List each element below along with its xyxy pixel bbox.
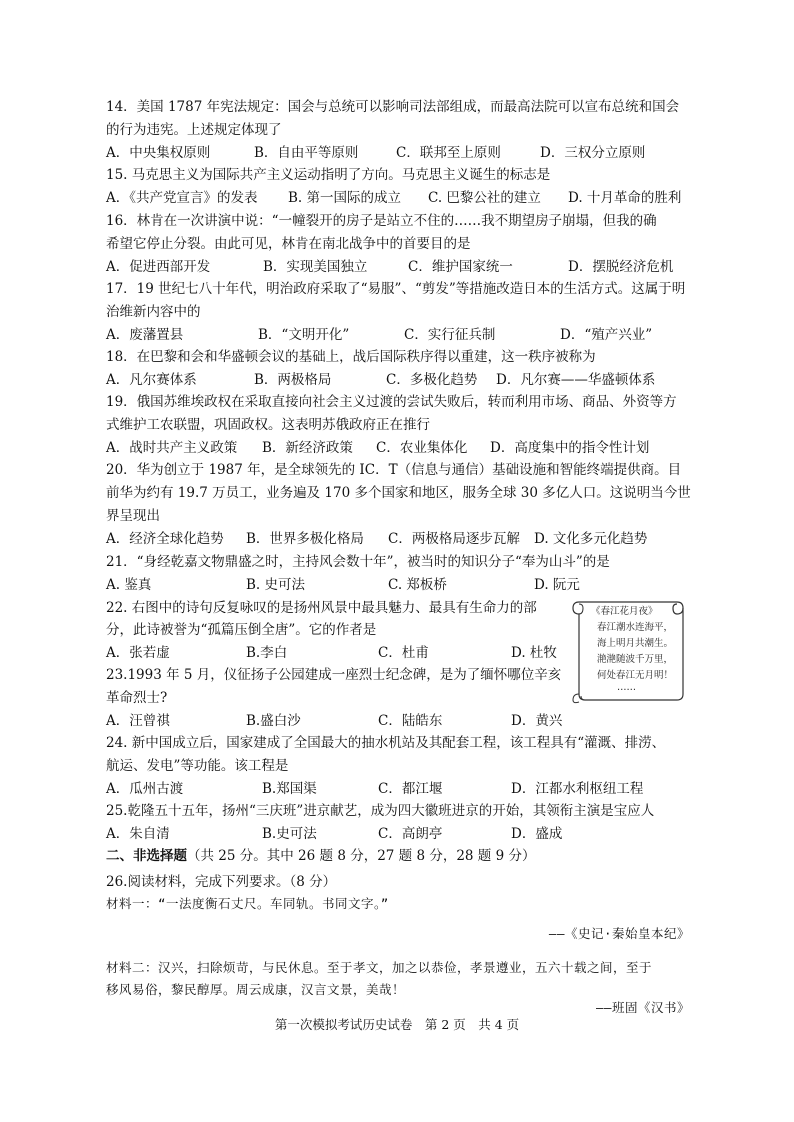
question-24-line-2: 航运、发电”等功能。该工程是: [106, 758, 289, 774]
question-23-option-d: D．黄兴: [511, 713, 563, 729]
poem-line-1: 春江潮水连海平，: [597, 622, 674, 633]
question-22-option-c: C．杜甫: [378, 645, 429, 661]
material-1-source: ——《史记·秦始皇本纪》: [548, 926, 690, 941]
question-23-line-2: 革命烈士?: [106, 690, 168, 706]
poem-title: 《春江花月夜》: [591, 606, 658, 617]
question-16-line-1: 16．林肯在一次讲演中说：“一幢裂开的房子是站立不住的……我不期望房子崩塌，但我的确: [106, 213, 657, 229]
question-17-line-1: 17．19 世纪七八十年代，明治政府采取了“易服”、“剪发”等措施改造日本的生活方式。这属于明: [106, 281, 686, 297]
question-14-line-1: 14．美国 1787 年宪法规定：国会与总统可以影响司法部组成，而最高法院可以宣布总统和国会: [106, 99, 680, 115]
question-19-option-b: B．新经济政策: [262, 440, 353, 456]
question-15-option-a: A．《共产党宣言》的发表: [106, 190, 258, 206]
question-21-option-a: A. 鉴真: [106, 577, 152, 593]
question-23-line-1: 23.1993 年 5 月，仪征扬子公园建成一座烈士纪念碑，是为了缅怀哪位辛亥: [106, 667, 562, 683]
question-15-option-b: B. 第一国际的成立: [288, 190, 402, 206]
material-2-line-1: 材料二：汉兴，扫除烦苛，与民休息。至于孝文，加之以恭俭，孝景遵业，五六十载之间，至于: [106, 960, 653, 975]
question-18-option-c: C．多极化趋势: [386, 372, 478, 388]
question-14-option-d: D．三权分立原则: [540, 145, 646, 161]
question-21-option-d: D. 阮元: [534, 577, 580, 593]
question-21-option-c: C. 郑板桥: [388, 577, 447, 593]
material-2-source: ——班固《汉书》: [595, 1000, 690, 1015]
question-14-option-b: B．自由平等原则: [254, 145, 359, 161]
page-footer: 第一次模拟考试历史试卷 第 2 页 共 4 页: [274, 1017, 520, 1032]
question-22-option-d: D. 杜牧: [511, 645, 557, 661]
question-14-option-c: C．联邦至上原则: [396, 145, 501, 161]
question-24-line-1: 24. 新中国成立后，国家建成了全国最大的抽水机站及其配套工程，该工程具有“灌溉、排涝、: [106, 735, 666, 751]
section-note: （共 25 分。其中 26 题 8 分，27 题 8 分，28 题 9 分）: [187, 848, 536, 864]
question-21-option-b: B. 史可法: [246, 577, 306, 593]
question-19-option-a: A．战时共产主义政策: [106, 440, 238, 456]
question-20-line-1: 20．华为创立于 1987 年，是全球领先的 IC．T（信息与通信）基础设施和智能终端提供商。目: [106, 462, 682, 478]
question-24-option-b: B.郑国渠: [262, 781, 317, 797]
question-24-option-d: D．江都水利枢纽工程: [511, 781, 644, 797]
question-22-line-2: 分，此诗被誉为“孤篇压倒全唐”。它的作者是: [106, 622, 377, 638]
poem-scroll-illustration: [569, 596, 687, 704]
question-18-option-d: D．凡尔赛——华盛顿体系: [496, 372, 656, 388]
question-16-option-a: A．促进西部开发: [106, 259, 211, 275]
question-24-option-a: A．瓜州古渡: [106, 781, 184, 797]
question-20-line-3: 界呈现出: [106, 508, 160, 524]
question-15-option-d: D. 十月革命的胜利: [568, 190, 682, 206]
poem-ellipsis: ……: [617, 682, 636, 693]
question-17-option-b: B．“文明开化”: [258, 327, 350, 343]
question-14-line-2: 的行为违宪。上述规定体现了: [106, 122, 282, 138]
section-heading: [106, 846, 535, 866]
question-25-option-c: C．高朗亭: [378, 826, 443, 842]
question-18-option-b: B．两极格局: [254, 372, 332, 388]
question-15-option-c: C. 巴黎公社的建立: [428, 190, 541, 206]
question-19-option-d: D．高度集中的指令性计划: [490, 440, 650, 456]
question-15-line-1: 15. 马克思主义为国际共产主义运动指明了方向。马克思主义诞生的标志是: [106, 167, 551, 183]
question-17-line-2: 治维新内容中的: [106, 304, 201, 320]
question-20-option-c: C．两极格局逐步瓦解: [388, 531, 520, 547]
question-20-line-2: 前华为约有 19.7 万员工，业务遍及 170 多个国家和地区，服务全球 30 多亿人口。这说明当今世: [106, 485, 691, 501]
question-26-prompt: 26.阅读材料，完成下列要求。（8 分）: [106, 874, 337, 890]
question-20-option-a: A．经济全球化趋势: [106, 531, 224, 547]
poem-line-3: 滟滟随波千万里，: [597, 654, 674, 665]
question-18-line-1: 18．在巴黎和会和华盛顿会议的基础上，战后国际秩序得以重建，这一秩序被称为: [106, 349, 596, 365]
question-25-option-a: A．朱自清: [106, 826, 170, 842]
question-16-option-d: D．摆脱经济危机: [568, 259, 674, 275]
question-19-option-c: C．农业集体化: [376, 440, 468, 456]
question-16-option-c: C．维护国家统一: [408, 259, 513, 275]
question-17-option-d: D．“殖产兴业”: [560, 327, 653, 343]
question-16-line-2: 希望它停止分裂。由此可见，林肯在南北战争中的首要目的是: [106, 236, 471, 252]
material-2-line-2: 移风易俗，黎民醇厚。周云成康，汉言文景，美哉！: [106, 982, 406, 997]
question-16-option-b: B．实现美国独立: [263, 259, 368, 275]
question-25-option-d: D．盛成: [511, 826, 563, 842]
section-title: 二、非选择题: [106, 848, 187, 864]
question-14-option-a: A．中央集权原则: [106, 145, 211, 161]
poem-line-4: 何处春江无月明！: [597, 670, 674, 681]
question-23-option-a: A．汪曾祺: [106, 713, 170, 729]
question-22-option-a: A．张若虚: [106, 645, 170, 661]
question-17-option-a: A．废藩置县: [106, 327, 184, 343]
poem-line-2: 海上明月共潮生。: [597, 638, 674, 649]
material-1: 材料一：“一法度衡石丈尺。车同轨。书同文字。”: [106, 896, 389, 911]
question-22-option-b: B.李白: [246, 645, 288, 661]
question-24-option-c: C．都江堰: [378, 781, 443, 797]
question-17-option-c: C．实行征兵制: [404, 327, 496, 343]
question-19-line-2: 式维护工农联盟，巩固政权。这表明苏俄政府正在推行: [106, 417, 430, 433]
question-25-line-1: 25.乾隆五十五年，扬州“三庆班”进京献艺，成为四大徽班进京的开始，其领衔主演是宝应人: [106, 803, 655, 819]
question-22-line-1: 22. 右图中的诗句反复咏叹的是扬州风景中最具魅力、最具有生命力的部: [106, 600, 537, 616]
question-18-option-a: A．凡尔赛体系: [106, 372, 197, 388]
question-20-option-b: B．世界多极化格局: [246, 531, 364, 547]
question-19-line-1: 19．俄国苏维埃政权在采取直接向社会主义过渡的尝试失败后，转而利用市场、商品、外资等方: [106, 394, 677, 410]
question-23-option-c: C．陆皓东: [378, 713, 443, 729]
question-25-option-b: B.史可法: [262, 826, 317, 842]
question-23-option-b: B.盛白沙: [246, 713, 301, 729]
question-20-option-d: D. 文化多元化趋势: [534, 531, 648, 547]
question-21-line-1: 21．“身经乾嘉文物鼎盛之时，主持风会数十年”，被当时的知识分子“奉为山斗”的是: [106, 554, 610, 570]
